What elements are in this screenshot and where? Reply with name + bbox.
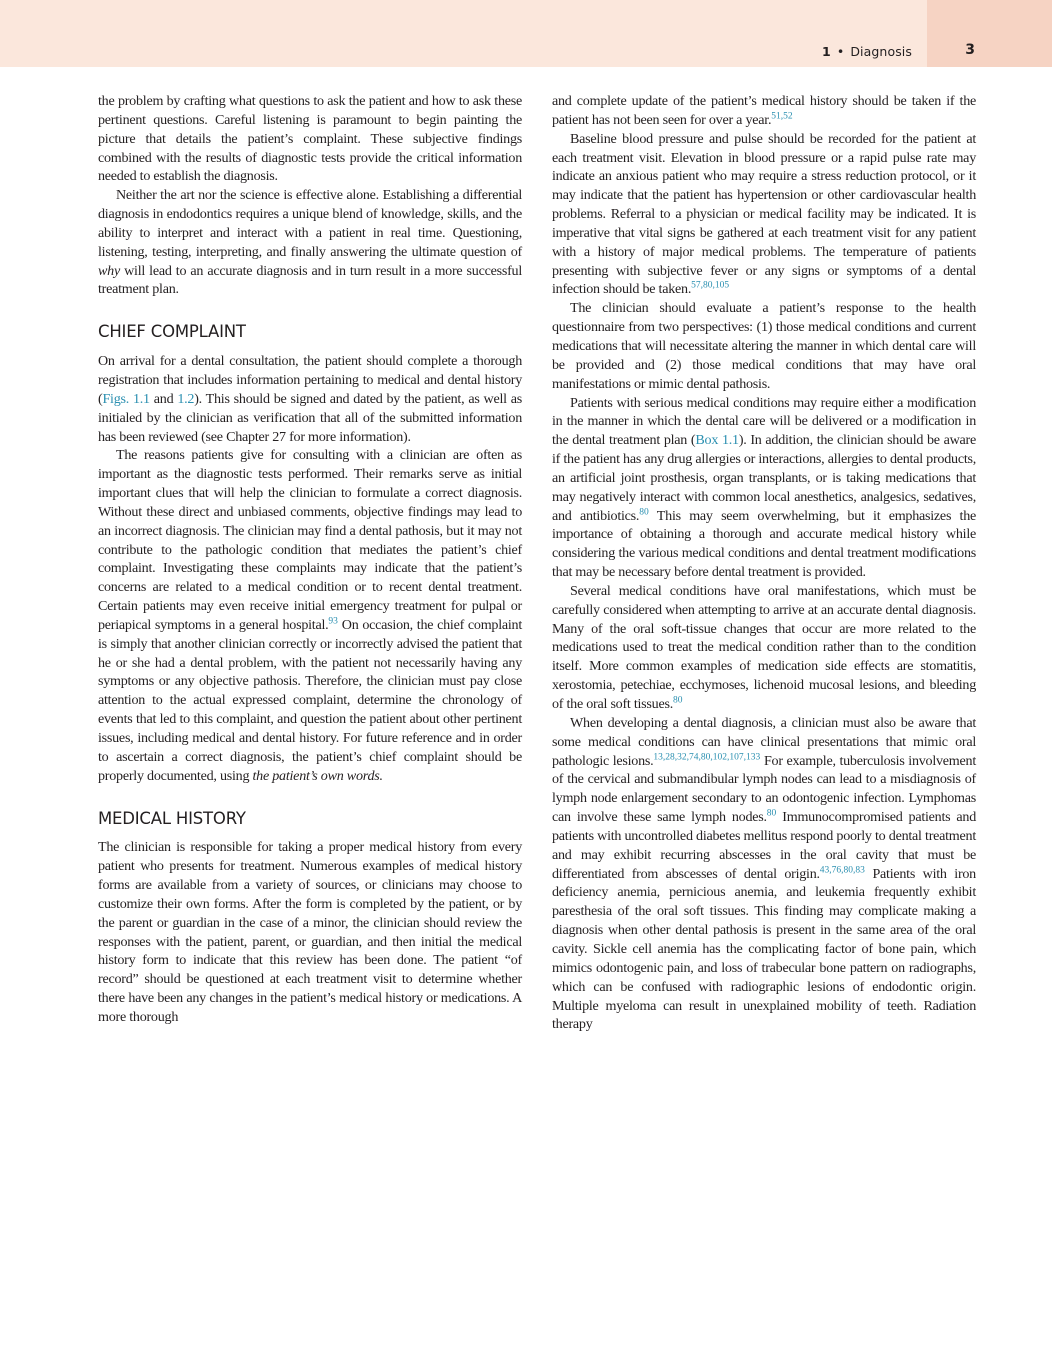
reference-link[interactable]: 93 (328, 616, 338, 627)
paragraph: Neither the art nor the science is effective alone. Establishing a differential diagnosis in endodontics requires a unique blend of knowledge, skills, and the ability to interpret and interact with a patient in real time. Questioning, listening, testing, interpreting, and finally answering the ultimate question of why will lead to an accurate diagnosis and in turn result in a more successful treatment plan. (98, 187, 522, 298)
section-heading-chief-complaint: CHIEF COMPLAINT (98, 322, 246, 342)
paragraph: Baseline blood pressure and pulse should be recorded for the patient at each treatment visit. Elevation in blood pressure or a rapid pulse rate may indicate an anxious patient who may require a stress reduction protocol, or it may indicate that the patient has hypertension or other cardiovascular health problems. Referral to a physician or medical facility may be indicated. It is imperative that vital signs be gathered at each treatment visit for any patient with a history of major medical problems. The temperature of patients presenting with subjective fever or any signs or symptoms of a dental infection should be taken.$^{57,80,105}$ (552, 130, 976, 298)
chapter-number: 1 (822, 44, 831, 59)
reference-link[interactable]: 51,52 (771, 111, 793, 122)
reference-link[interactable]: 13,28,32,74,80,102,107,133 (653, 751, 761, 762)
left-column (98, 92, 522, 1027)
paragraph: The clinician should evaluate a patient’s response to the health questionnaire from two perspectives: (1) those medical conditions and current medications that will necessitate altering the manner in which dental care will be provided and (2) those medical conditions that may have oral manifestations or mimic dental pathosis. (552, 300, 976, 392)
reference-link[interactable]: 57,80,105 (691, 280, 730, 291)
reference-link[interactable]: 80 (766, 808, 777, 819)
paragraph: The clinician is responsible for taking a proper medical history from every patient who presents for treatment. Numerous examples of medical history forms are available from a variety of sources, or clinicians may choose to customize their own forms. After the form is completed by the patient, or by the parent or guardian in the case of a minor, the clinician should review the responses with the patient, parent, or guardian, and then initial the medical history form to indicate that this review has been done. The patient “of record” should be questioned at each treatment visit to determine whether there have been any changes in the patient’s medical history or medications. A more thorough (98, 839, 522, 1025)
running-head-separator: • (836, 44, 845, 59)
reference-link[interactable]: 80 (672, 695, 683, 706)
paragraph: and complete update of the patient’s medical history should be taken if the patient has not been seen for over a year.$^{51,52}$ (552, 93, 976, 128)
reference-link[interactable]: 80 (639, 506, 649, 517)
page-number-tab (927, 0, 1052, 67)
paragraph: the problem by crafting what questions to ask the patient and how to ask these pertinent questions. Careful listening is paramount to begin painting the picture that details the patient’s complaint. These subjective findings combined with the results of diagnostic tests provide the critical information needed to establish the diagnosis. (98, 93, 522, 185)
paragraph: When developing a dental diagnosis, a clinician must also be aware that some medical conditions can have clinical presentations that mimic oral pathologic lesions.$^{13,28,32,74,80,102,107,133}$ For example, tuberculosis involvement of the cervical and submandibular lymph nodes can lead to a misdiagnosis of lymph node enlargement secondary to an odontogenic infection. Lymphomas can involve these same lymph nodes.$^{80}$ Immunocompromised patients and patients with uncontrolled diabetes mellitus respond poorly to dental treatment and may exhibit recurring abscesses in the oral cavity that must be differentiated from abscesses of dental origin.$^{43,76,80,83}$ Patients with iron deficiency anemia, pernicious anemia, and leukemia frequently exhibit paresthesia of the oral soft tissues. This finding may complicate making a diagnosis when other dental pathosis is present in the same area of the oral cavity. Sickle cell anemia has the complicating factor of bone pain, which mimics odontogenic pain, and loss of trabecular bone pattern on radiographs, which can be confused with radiographic lesions of endodontic origin. Multiple myeloma can result in unexplained mobility of teeth. Radiation therapy (552, 714, 977, 1033)
section-heading-medical-history: MEDICAL HISTORY (98, 808, 246, 828)
figure-link[interactable]: 1.2 (177, 390, 195, 407)
running-head (822, 44, 912, 59)
right-column (552, 92, 976, 1034)
paragraph: Several medical conditions have oral manifestations, which must be carefully considered when attempting to arrive at an accurate dental diagnosis. Many of the oral soft-tissue changes that occur are more related to the medications used to treat the medical condition rather than to the condition itself. More common examples of medication side effects are stomatitis, xerostomia, petechiae, ecchymoses, lichenoid mucosal lesions, and bleeding of the oral soft tissues.$^{80}$ (552, 582, 976, 712)
reference-link[interactable]: 43,76,80,83 (819, 864, 865, 875)
page-number: 3 (965, 42, 975, 58)
figure-link[interactable]: Figs. 1.1 (102, 390, 150, 407)
chapter-title: Diagnosis (850, 44, 912, 59)
paragraph: The reasons patients give for consulting with a clinician are often as important as the diagnostic tests performed. Their remarks serve as initial important clues that will help the clinician to formulate a correct diagnosis. Without these direct and unbiased comments, objective findings may lead to an incorrect diagnosis. The clinician may find a dental pathosis, but it may not contribute to the pathologic condition that mediates the patient’s chief complaint. Investigating these complaints may indicate that the patient’s concerns are related to a medical condition or to recent dental treatment. Certain patients may even receive initial emergency treatment for pulpal or periapical symptoms in a general hospital.$^{93}$ On occasion, the chief complaint is simply that another clinician correctly or incorrectly advised the patient that he or she had a dental problem, with the patient not necessarily having any symptoms or any objective pathosis. Therefore, the clinician must pay close attention to the actual expressed complaint, determine the chronology of events that led to this complaint, and question the patient about other pertinent issues, including medical and dental history. For future reference and in order to ascertain a correct diagnosis, the patient’s chief complaint should be properly documented, using the patient’s own words. (98, 447, 523, 784)
paragraph: Patients with serious medical conditions may require either a modification in the manner in which the dental care will be delivered or a modification in the dental treatment plan (Box 1.1). In addition, the clinician should be aware if the patient has any drug allergies or interactions, allergies to dental products, an artificial joint prosthesis, organ transplants, or is taking medications that may negatively interact with common local anesthetics, analgesics, sedatives, and antibiotics.$^{80}$ This may seem overwhelming, but it emphasizes the importance of obtaining a thorough and accurate medical history while considering the various medical conditions and dental treatment modifications that may be necessary before dental treatment is provided. (552, 394, 976, 581)
box-link[interactable]: Box 1.1 (695, 432, 739, 449)
paragraph: On arrival for a dental consultation, the patient should complete a thorough registration that includes information pertaining to medical and dental history (Figs. 1.1 and 1.2). This should be signed and dated by the patient, as well as initialed by the clinician as verification that all of the submitted information has been reviewed (see Chapter 27 for more information). (98, 353, 522, 445)
